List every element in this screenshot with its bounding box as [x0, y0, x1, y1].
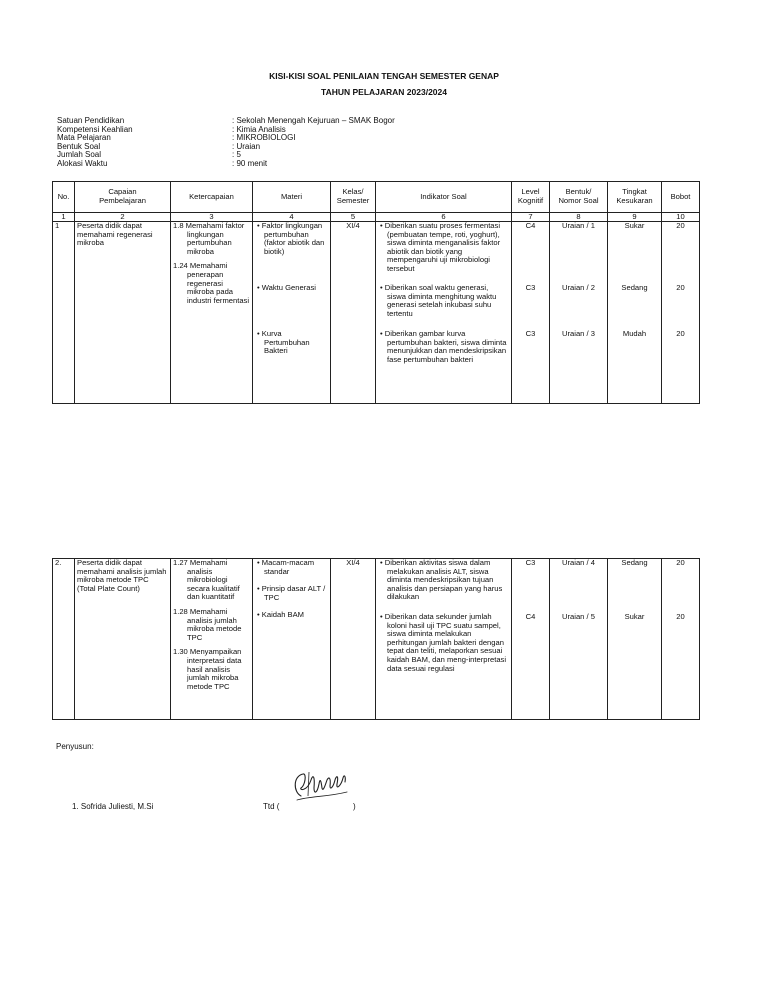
level-cell: C3 C4	[512, 559, 550, 720]
bobot-cell: 20 20	[662, 559, 700, 720]
penyusun-label: Penyusun:	[56, 742, 94, 751]
row-number: 1	[53, 222, 75, 404]
materi-cell: • Macam-macam standar • Prinsip dasar ALT / TPC • Kaidah BAM	[253, 559, 331, 720]
capaian-cell: Peserta didik dapat memahami analisis jumlah mikroba metode TPC (Total Plate Count)	[75, 559, 171, 720]
materi-cell: • Faktor lingkungan pertumbuhan (faktor abiotik dan biotik) • Waktu Generasi • Kurva Pertumbuhan Bakteri	[253, 222, 331, 404]
header-row	[53, 182, 700, 213]
kisi-table-page1	[52, 181, 700, 404]
col-header-bentuk: Bentuk/ Nomor Soal	[550, 182, 608, 213]
indikator-cell: • Diberikan aktivitas siswa dalam melakukan analisis ALT, siswa diminta mendeskripsikan tujuan analisis dan persiapan yang harus dilakukan • Diberikan data sekunder jumlah koloni hasil uji TPC suatu sampel, siswa diminta melakukan perhitungan jumlah bakteri dengan tepat dan teliti, melaporkan sesuai kaidah BAM, dan meng-interpretasi data sesuai regulasi	[376, 559, 512, 720]
meta-row: Satuan Pendidikan : Sekolah Menengah Kejuruan – SMAK Bogor	[57, 116, 395, 125]
meta-row: Mata Pelajaran : MIKROBIOLOGI	[57, 133, 296, 143]
signature	[287, 766, 355, 806]
meta-row: Kompetensi Keahlian : Kimia Analisis	[57, 124, 286, 134]
kelas-cell: XI/4	[331, 222, 376, 404]
meta-row: Jumlah Soal : 5	[57, 150, 241, 160]
meta-row: Bentuk Soal : Uraian	[57, 141, 261, 151]
bentuk-cell: Uraian / 1 Uraian / 2 Uraian / 3	[550, 222, 608, 404]
col-header-indikator: Indikator Soal	[376, 182, 512, 213]
column-number-row: 1 2 3 4 5 6 7 8 9 10	[53, 213, 700, 222]
table-row	[53, 559, 700, 720]
ttd-close: )	[353, 802, 356, 811]
meta-row: Alokasi Waktu : 90 menit	[57, 158, 268, 168]
tingkat-cell: Sukar Sedang Mudah	[608, 222, 662, 404]
author-name: 1. Sofrida Juliesti, M.Si	[72, 802, 154, 811]
kisi-table-page2	[52, 558, 700, 720]
col-header-kelas: Kelas/ Semester	[331, 182, 376, 213]
tingkat-cell: Sedang Sukar	[608, 559, 662, 720]
col-header-tingkat: Tingkat Kesukaran	[608, 182, 662, 213]
row-number: 2.	[53, 559, 75, 720]
table-row	[53, 222, 700, 404]
ketercapaian-cell: 1.8 Memahami faktor lingkungan pertumbuhan mikroba 1.24 Memahami penerapan regenerasi mikroba pada industri fermentasi	[171, 222, 253, 404]
identity-block	[57, 117, 395, 169]
kelas-cell: XI/4	[331, 559, 376, 720]
col-header-materi: Materi	[253, 182, 331, 213]
capaian-cell: Peserta didik dapat memahami regenerasi mikroba	[75, 222, 171, 404]
col-header-bobot: Bobot	[662, 182, 700, 213]
bentuk-cell: Uraian / 4 Uraian / 5	[550, 559, 608, 720]
bobot-cell: 20 20 20	[662, 222, 700, 404]
academic-year: TAHUN PELAJARAN 2023/2024	[321, 87, 447, 97]
ketercapaian-cell: 1.27 Memahami analisis mikrobiologi secara kualitatif dan kuantitatif 1.28 Memahami analisis jumlah mikroba metode TPC 1.30 Menyampaikan interpretasi data hasil analisis jumlah mikroba metode TPC	[171, 559, 253, 720]
col-header-level: Level Kognitif	[512, 182, 550, 213]
indikator-cell: • Diberikan suatu proses fermentasi (pembuatan tempe, roti, yoghurt), siswa diminta menganalisis faktor abiotik dan biotik yang mempengaruhi uji mikrobiologi tersebut • Diberikan soal waktu generasi, siswa diminta menghitung waktu generasi setelah inkubasi suhu tertentu • Diberikan gambar kurva pertumbuhan bakteri, siswa diminta menunjukkan dan mendeskripsikan fase pertumbuhan bakteri	[376, 222, 512, 404]
document-title: KISI-KISI SOAL PENILAIAN TENGAH SEMESTER GENAP	[269, 71, 499, 81]
ttd-label: Ttd (	[263, 802, 280, 811]
level-cell: C4 C3 C3	[512, 222, 550, 404]
col-header-capaian: Capaian Pembelajaran	[75, 182, 171, 213]
col-header-no: No.	[53, 182, 75, 213]
col-header-ketercapaian: Ketercapaian	[171, 182, 253, 213]
